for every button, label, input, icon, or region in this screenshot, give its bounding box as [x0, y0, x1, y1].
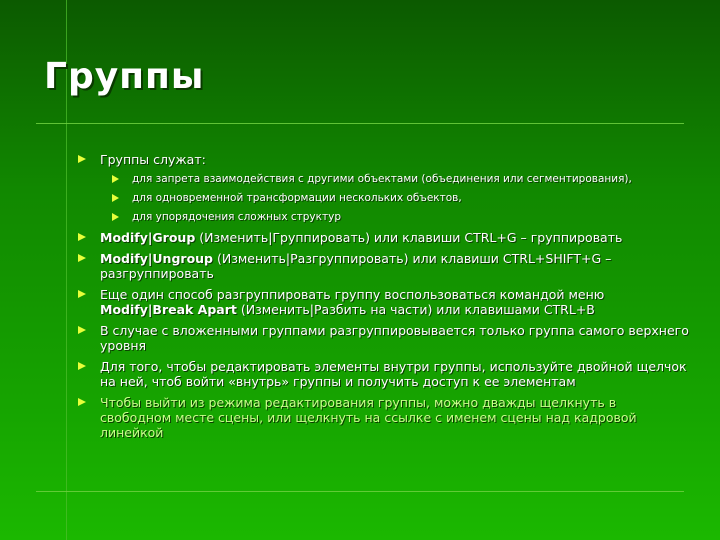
item-text: (Изменить|Разгруппировать) или клавиши CTRL+SHIFT+G – разгруппировать: [100, 251, 612, 281]
sub-list-item: [112, 192, 690, 205]
slide-title: Группы: [44, 56, 205, 97]
item-text: Группы служат:: [100, 152, 206, 167]
list-item: [78, 395, 690, 440]
bullet-icon: [78, 362, 86, 370]
bullet-icon: [78, 233, 86, 241]
bullet-icon: [78, 326, 86, 334]
sub-item-text: для упорядочения сложных структур: [132, 211, 341, 223]
menu-command: Modify|Ungroup: [100, 251, 214, 266]
list-item: [78, 287, 690, 317]
list-item: [78, 251, 690, 281]
sub-item-text: для одновременной трансформации нескольких объектов,: [132, 192, 462, 204]
bullet-icon: [112, 194, 119, 202]
menu-command: Modify|Group: [100, 230, 196, 245]
bullet-icon: [78, 155, 86, 163]
bullet-icon: [112, 213, 119, 221]
sub-list-item: [112, 173, 690, 186]
bullet-icon: [78, 290, 86, 298]
item-text: Еще один способ разгруппировать группу воспользоваться командой меню: [100, 287, 605, 302]
item-text: Для того, чтобы редактировать элементы внутри группы, используйте двойной щелчок на ней, чтоб войти «внутрь» группы и получить доступ к ее элементам: [100, 359, 687, 389]
title-divider: [36, 123, 684, 124]
bullet-icon: [78, 254, 86, 262]
item-text: В случае с вложенными группами разгруппировывается только группа самого верхнего уровня: [100, 323, 689, 353]
list-item: [78, 359, 690, 389]
list-item: [78, 152, 690, 224]
menu-command: Modify|Break Apart: [100, 302, 237, 317]
list-item: [78, 323, 690, 353]
sub-item-text: для запрета взаимодействия с другими объектами (объединения или сегментирования),: [132, 173, 632, 185]
item-text: (Изменить|Группировать) или клавиши CTRL+G – группировать: [195, 230, 623, 245]
bottom-divider: [36, 491, 684, 492]
item-text: Чтобы выйти из режима редактирования группы, можно дважды щелкнуть в свободном месте сцены, или щелкнуть на ссылке с именем сцены над кадровой линейкой: [100, 395, 637, 440]
bullet-icon: [78, 398, 86, 406]
list-item: [78, 230, 690, 245]
item-text: (Изменить|Разбить на части) или клавишами CTRL+B: [236, 302, 595, 317]
sub-list-item: [112, 211, 690, 224]
bullet-list: [78, 152, 690, 446]
sub-list: [100, 173, 690, 224]
bullet-icon: [112, 175, 119, 183]
